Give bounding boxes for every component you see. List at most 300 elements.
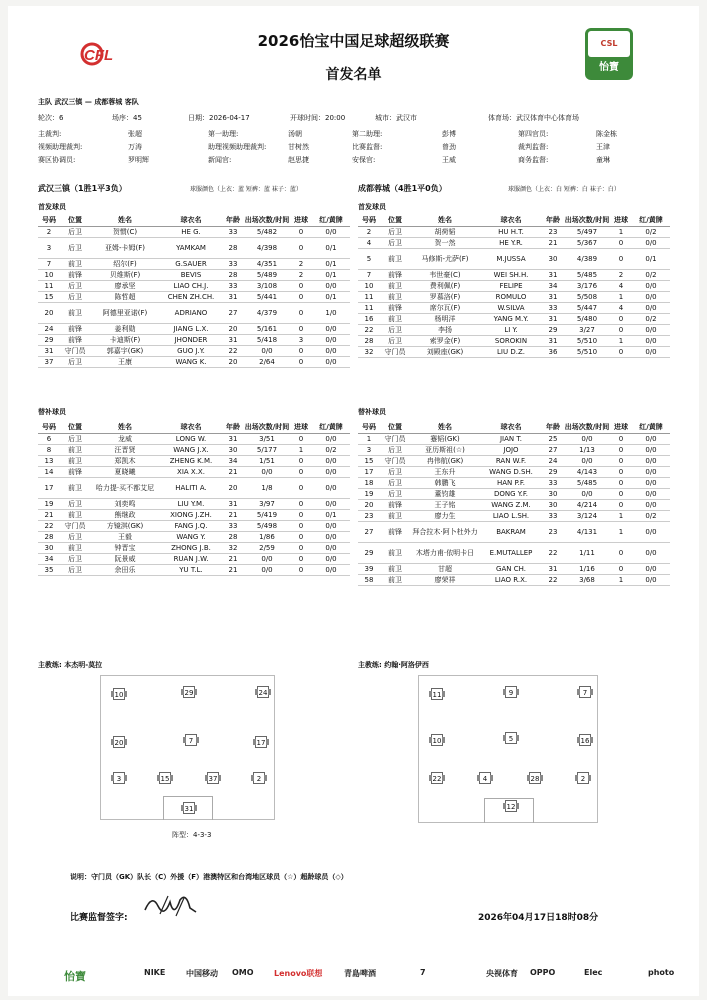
player-cell: W.SILVA bbox=[480, 302, 542, 313]
column-header: 姓名 bbox=[90, 215, 160, 226]
csl-logo-mark: CSL bbox=[588, 31, 630, 57]
player-cell: 16 bbox=[358, 313, 380, 324]
player-cell: 费利佩(F) bbox=[410, 280, 480, 291]
column-header: 年龄 bbox=[542, 422, 564, 433]
player-cell: YANG M.Y. bbox=[480, 313, 542, 324]
player-cell: 后卫 bbox=[60, 237, 90, 258]
player-cell: 0/0 bbox=[632, 563, 670, 574]
round: 轮次：6 bbox=[38, 114, 64, 122]
column-header: 号码 bbox=[38, 422, 60, 433]
player-cell: WANG Z.M. bbox=[480, 499, 542, 510]
player-cell: 0/0 bbox=[632, 335, 670, 346]
player-cell: 21 bbox=[38, 509, 60, 520]
player-cell: 29 bbox=[38, 334, 60, 345]
player-cell: 前锋 bbox=[60, 334, 90, 345]
player-cell: 前卫 bbox=[60, 542, 90, 553]
player-cell: 15 bbox=[358, 455, 380, 466]
player-cell: 0/0 bbox=[564, 488, 610, 499]
player-cell: 郑凯木 bbox=[90, 455, 160, 466]
pitch-player-marker: 7 bbox=[185, 734, 197, 746]
player-cell: 0 bbox=[290, 498, 312, 509]
player-row bbox=[38, 509, 350, 520]
player-cell: 31 bbox=[222, 433, 244, 444]
player-cell: HE G. bbox=[160, 226, 222, 237]
player-cell: 29 bbox=[542, 466, 564, 477]
official-name: 陈金栋 bbox=[596, 130, 617, 138]
official-label: 比赛监督: bbox=[352, 143, 383, 151]
player-cell: 0/0 bbox=[632, 444, 670, 455]
column-header: 号码 bbox=[358, 215, 380, 226]
player-row bbox=[38, 477, 350, 498]
player-cell: 郭嘉宇(GK) bbox=[90, 345, 160, 356]
player-cell: 6 bbox=[38, 433, 60, 444]
column-header: 位置 bbox=[60, 215, 90, 226]
player-row bbox=[358, 269, 670, 280]
column-header: 年龄 bbox=[222, 215, 244, 226]
player-cell: 贺一然 bbox=[410, 237, 480, 248]
table-header-row bbox=[38, 215, 350, 226]
player-cell: 5/485 bbox=[564, 477, 610, 488]
player-cell: 0/0 bbox=[312, 564, 350, 575]
player-cell: 李扬 bbox=[410, 324, 480, 335]
table-header-row bbox=[358, 215, 670, 226]
player-cell: 廖承坚 bbox=[90, 280, 160, 291]
player-cell: 0/0 bbox=[632, 291, 670, 302]
player-row bbox=[358, 313, 670, 324]
sponsor-logo: 央视体育 bbox=[486, 969, 518, 978]
player-cell: 后卫 bbox=[60, 433, 90, 444]
player-cell: BEVIS bbox=[160, 269, 222, 280]
player-row bbox=[38, 356, 350, 367]
player-cell: 阿德里亚诺(F) bbox=[90, 302, 160, 323]
column-header: 红/黄牌 bbox=[632, 215, 670, 226]
player-cell: 0/0 bbox=[632, 346, 670, 357]
player-cell: 前锋 bbox=[380, 521, 410, 542]
match-number: 场序：45 bbox=[112, 114, 142, 122]
legend: 说明：守门员（GK）队长（C）外援（F）港澳特区和台湾地区球员（☆）超龄球员（◇） bbox=[70, 873, 348, 881]
player-cell: 30 bbox=[222, 444, 244, 455]
player-cell: 拜合拉木·阿卜杜外力 bbox=[410, 521, 480, 542]
player-cell: 5/418 bbox=[244, 334, 290, 345]
player-cell: ROMULO bbox=[480, 291, 542, 302]
pitch-player-marker: 5 bbox=[505, 732, 517, 744]
player-cell: 24 bbox=[38, 323, 60, 334]
player-cell: 0/0 bbox=[312, 553, 350, 564]
player-cell: 后卫 bbox=[380, 226, 410, 237]
player-cell: 0/0 bbox=[312, 477, 350, 498]
player-row bbox=[358, 237, 670, 248]
player-cell: 0/0 bbox=[632, 324, 670, 335]
player-cell: 5/480 bbox=[564, 313, 610, 324]
player-cell: 0 bbox=[290, 553, 312, 564]
player-cell: 0/1 bbox=[312, 258, 350, 269]
player-cell: HU H.T. bbox=[480, 226, 542, 237]
player-cell: 5/419 bbox=[244, 509, 290, 520]
player-cell: 韦世豪(C) bbox=[410, 269, 480, 280]
player-cell: 32 bbox=[222, 542, 244, 553]
player-cell: 后卫 bbox=[60, 564, 90, 575]
player-cell: 后卫 bbox=[380, 477, 410, 488]
pitch-player-marker: 22 bbox=[431, 772, 443, 784]
player-cell: 33 bbox=[222, 280, 244, 291]
player-cell: XIONG J.ZH. bbox=[160, 509, 222, 520]
player-row bbox=[358, 291, 670, 302]
player-cell: 0 bbox=[290, 466, 312, 477]
home-subs-label: 替补球员 bbox=[38, 408, 66, 416]
column-header: 位置 bbox=[380, 422, 410, 433]
player-cell: LIU Y.M. bbox=[160, 498, 222, 509]
player-cell: JIAN T. bbox=[480, 433, 542, 444]
player-cell: 余田乐 bbox=[90, 564, 160, 575]
player-cell: 0/0 bbox=[312, 455, 350, 466]
player-cell: 0/0 bbox=[312, 520, 350, 531]
player-cell: 3/176 bbox=[564, 280, 610, 291]
pitch-player-marker: 10 bbox=[113, 688, 125, 700]
player-cell: 0/1 bbox=[312, 291, 350, 302]
player-cell: 11 bbox=[358, 302, 380, 313]
player-cell: 1/8 bbox=[244, 477, 290, 498]
player-cell: 4/398 bbox=[244, 237, 290, 258]
pitch-player-marker: 2 bbox=[577, 772, 589, 784]
player-cell: 5/482 bbox=[244, 226, 290, 237]
sponsor-logo: OMO bbox=[232, 968, 254, 977]
player-cell: 0/0 bbox=[244, 553, 290, 564]
player-cell: 31 bbox=[542, 563, 564, 574]
official-name: 汤朝 bbox=[288, 130, 302, 138]
player-cell: 0 bbox=[290, 564, 312, 575]
home-formation: 阵型：4-3-3 bbox=[172, 831, 212, 839]
player-cell: 王东升 bbox=[410, 466, 480, 477]
player-cell: 1 bbox=[610, 226, 632, 237]
player-cell: 贺惯(C) bbox=[90, 226, 160, 237]
sponsor-logo: photo bbox=[648, 968, 675, 977]
column-header: 球衣名 bbox=[480, 215, 542, 226]
player-cell: 0 bbox=[610, 466, 632, 477]
player-cell: 7 bbox=[38, 258, 60, 269]
column-header: 红/黄牌 bbox=[312, 215, 350, 226]
player-row bbox=[38, 542, 350, 553]
player-cell: 0/0 bbox=[312, 280, 350, 291]
player-cell: 1 bbox=[610, 291, 632, 302]
player-cell: FELIPE bbox=[480, 280, 542, 291]
player-row bbox=[358, 563, 670, 574]
player-cell: 前卫 bbox=[60, 258, 90, 269]
player-cell: 后卫 bbox=[380, 335, 410, 346]
player-cell: 4/351 bbox=[244, 258, 290, 269]
column-header: 球衣名 bbox=[160, 422, 222, 433]
player-cell: 2/64 bbox=[244, 356, 290, 367]
column-header: 姓名 bbox=[410, 215, 480, 226]
player-cell: 1/51 bbox=[244, 455, 290, 466]
player-cell: 0/0 bbox=[632, 499, 670, 510]
pitch-player-marker: 37 bbox=[207, 772, 219, 784]
home-team-name: 武汉三镇 bbox=[54, 98, 83, 106]
column-header: 号码 bbox=[38, 215, 60, 226]
column-header: 位置 bbox=[60, 422, 90, 433]
player-cell: 34 bbox=[38, 553, 60, 564]
player-cell: 5/508 bbox=[564, 291, 610, 302]
city: 城市：武汉市 bbox=[375, 114, 417, 122]
player-cell: 0/0 bbox=[312, 542, 350, 553]
player-cell: 31 bbox=[222, 498, 244, 509]
official-name: 彭博 bbox=[442, 130, 456, 138]
player-cell: 1 bbox=[610, 335, 632, 346]
player-cell: 后卫 bbox=[60, 226, 90, 237]
player-cell: 守门员 bbox=[380, 455, 410, 466]
player-cell: 0/0 bbox=[312, 498, 350, 509]
player-cell: 前卫 bbox=[380, 510, 410, 521]
player-cell: WANG J.X. bbox=[160, 444, 222, 455]
official-label: 赛区协调员: bbox=[38, 156, 76, 164]
sponsor-logo: 怡寶 bbox=[64, 970, 86, 983]
column-header: 进球 bbox=[610, 215, 632, 226]
official-name: 张超 bbox=[128, 130, 142, 138]
player-cell: JOJO bbox=[480, 444, 542, 455]
player-cell: RUAN J.W. bbox=[160, 553, 222, 564]
player-cell: 3/124 bbox=[564, 510, 610, 521]
player-cell: LIAO CH.J. bbox=[160, 280, 222, 291]
player-cell: 0/0 bbox=[632, 542, 670, 563]
official-label: 第四官员: bbox=[518, 130, 549, 138]
player-cell: 罗慕洛(F) bbox=[410, 291, 480, 302]
pitch-player-marker: 31 bbox=[183, 802, 195, 814]
pitch-player-marker: 20 bbox=[113, 736, 125, 748]
player-row bbox=[38, 302, 350, 323]
away-formation-pitch bbox=[418, 675, 598, 823]
player-cell: LIAO L.SH. bbox=[480, 510, 542, 521]
player-cell: 后卫 bbox=[60, 498, 90, 509]
player-cell: WANG Y. bbox=[160, 531, 222, 542]
player-cell: 后卫 bbox=[380, 466, 410, 477]
player-row bbox=[38, 553, 350, 564]
match-date: 日期：2026-04-17 bbox=[188, 114, 250, 122]
home-coach: 主教练: 本杰明-莫拉 bbox=[38, 661, 103, 669]
player-cell: 31 bbox=[542, 269, 564, 280]
player-cell: JHONDER bbox=[160, 334, 222, 345]
player-cell: 27 bbox=[222, 302, 244, 323]
column-header: 年龄 bbox=[542, 215, 564, 226]
official-name: 王津 bbox=[596, 143, 610, 151]
player-cell: 1 bbox=[610, 510, 632, 521]
player-cell: 39 bbox=[358, 563, 380, 574]
player-cell: 31 bbox=[542, 313, 564, 324]
player-cell: 0/1 bbox=[632, 248, 670, 269]
player-cell: 守门员 bbox=[380, 433, 410, 444]
player-cell: 1/16 bbox=[564, 563, 610, 574]
sponsor-logo: 7 bbox=[420, 968, 426, 977]
player-cell: 1/86 bbox=[244, 531, 290, 542]
player-cell: CHEN ZH.CH. bbox=[160, 291, 222, 302]
sponsor-logo: 青島啤酒 bbox=[344, 969, 376, 978]
player-row bbox=[38, 323, 350, 334]
player-row bbox=[358, 280, 670, 291]
player-cell: 前卫 bbox=[380, 313, 410, 324]
player-cell: 14 bbox=[38, 466, 60, 477]
player-cell: 3/27 bbox=[564, 324, 610, 335]
player-cell: 5/497 bbox=[564, 226, 610, 237]
player-cell: 4 bbox=[610, 302, 632, 313]
player-cell: 冉伟航(GK) bbox=[410, 455, 480, 466]
player-cell: 27 bbox=[542, 444, 564, 455]
player-cell: 36 bbox=[542, 346, 564, 357]
player-cell: 28 bbox=[358, 335, 380, 346]
player-cell: 夏晓曦 bbox=[90, 466, 160, 477]
official-label: 商务监督: bbox=[518, 156, 549, 164]
player-cell: 30 bbox=[38, 542, 60, 553]
player-cell: 1 bbox=[610, 574, 632, 585]
player-cell: 0 bbox=[610, 433, 632, 444]
player-cell: ZHENG K.M. bbox=[160, 455, 222, 466]
player-row bbox=[358, 542, 670, 563]
player-cell: 1/0 bbox=[312, 302, 350, 323]
column-header: 出场次数/时间 bbox=[564, 423, 610, 432]
pitch-player-marker: 9 bbox=[505, 686, 517, 698]
home-starters-table bbox=[38, 215, 350, 368]
pitch-player-marker: 29 bbox=[183, 686, 195, 698]
official-label: 第一助理: bbox=[208, 130, 239, 138]
player-cell: 29 bbox=[542, 324, 564, 335]
pitch-player-marker: 2 bbox=[253, 772, 265, 784]
player-cell: 刘奕鸣 bbox=[90, 498, 160, 509]
player-row bbox=[38, 466, 350, 477]
player-cell: 11 bbox=[38, 280, 60, 291]
player-cell: 后卫 bbox=[60, 291, 90, 302]
player-cell: 亚姆-卡姆(F) bbox=[90, 237, 160, 258]
player-cell: 18 bbox=[358, 477, 380, 488]
official-label: 安保官: bbox=[352, 156, 376, 164]
player-cell: HALITI A. bbox=[160, 477, 222, 498]
player-cell: 前卫 bbox=[60, 444, 90, 455]
player-cell: BAKRAM bbox=[480, 521, 542, 542]
pitch-player-marker: 3 bbox=[113, 772, 125, 784]
player-cell: 木塔力甫·依明卡日 bbox=[410, 542, 480, 563]
home-formation-pitch bbox=[100, 675, 275, 820]
player-cell: GUO J.Y. bbox=[160, 345, 222, 356]
player-cell: 前锋 bbox=[60, 269, 90, 280]
column-header: 出场次数/时间 bbox=[244, 216, 290, 225]
column-header: 进球 bbox=[290, 422, 312, 433]
player-cell: 28 bbox=[222, 237, 244, 258]
player-cell: XIA X.X. bbox=[160, 466, 222, 477]
player-cell: ZHONG J.B. bbox=[160, 542, 222, 553]
player-cell: 索罗金(F) bbox=[410, 335, 480, 346]
player-cell: 0/2 bbox=[312, 444, 350, 455]
player-cell: 0 bbox=[610, 248, 632, 269]
pitch-player-marker: 11 bbox=[431, 688, 443, 700]
away-starters-table bbox=[358, 215, 670, 358]
player-cell: 0/0 bbox=[632, 466, 670, 477]
player-cell: 杨明洋 bbox=[410, 313, 480, 324]
player-row bbox=[358, 499, 670, 510]
player-cell: 前卫 bbox=[380, 280, 410, 291]
column-header: 红/黄牌 bbox=[632, 422, 670, 433]
player-cell: RAN W.F. bbox=[480, 455, 542, 466]
player-cell: 前卫 bbox=[60, 509, 90, 520]
player-cell: 30 bbox=[542, 248, 564, 269]
player-cell: 8 bbox=[38, 444, 60, 455]
player-cell: 0 bbox=[610, 237, 632, 248]
player-cell: 0/0 bbox=[632, 455, 670, 466]
column-header: 位置 bbox=[380, 215, 410, 226]
player-cell: 0 bbox=[290, 226, 312, 237]
player-cell: 2 bbox=[610, 269, 632, 280]
pitch-player-marker: 10 bbox=[431, 734, 443, 746]
official-label: 助理视频助理裁判: bbox=[208, 143, 267, 151]
player-cell: 方镜淇(GK) bbox=[90, 520, 160, 531]
player-cell: 哈力提·买不都艾尼 bbox=[90, 477, 160, 498]
player-cell: 20 bbox=[358, 499, 380, 510]
player-row bbox=[358, 226, 670, 237]
player-cell: 22 bbox=[542, 542, 564, 563]
player-cell: 1/13 bbox=[564, 444, 610, 455]
official-name: 曾劲 bbox=[442, 143, 456, 151]
player-cell: 0/0 bbox=[312, 323, 350, 334]
away-team-record: 成都蓉城（4胜1平0负） bbox=[358, 184, 447, 193]
player-cell: 3/108 bbox=[244, 280, 290, 291]
player-cell: 4/214 bbox=[564, 499, 610, 510]
player-cell: 2 bbox=[290, 258, 312, 269]
away-subs-label: 替补球员 bbox=[358, 408, 386, 416]
player-cell: 0 bbox=[610, 477, 632, 488]
player-cell: 37 bbox=[38, 356, 60, 367]
player-cell: 亚历斯祖(☆) bbox=[410, 444, 480, 455]
player-row bbox=[358, 521, 670, 542]
player-cell: 0 bbox=[610, 346, 632, 357]
player-cell: 5/447 bbox=[564, 302, 610, 313]
column-header: 姓名 bbox=[410, 422, 480, 433]
player-row bbox=[358, 510, 670, 521]
player-cell: DONG Y.F. bbox=[480, 488, 542, 499]
player-cell: 0 bbox=[290, 531, 312, 542]
player-cell: 0/0 bbox=[312, 466, 350, 477]
player-row bbox=[38, 334, 350, 345]
league-title: 2026怡宝中国足球超级联赛 bbox=[257, 32, 450, 50]
home-team-record: 武汉三镇（1胜1平3负） bbox=[38, 184, 127, 193]
player-cell: 前锋 bbox=[60, 466, 90, 477]
pitch-player-marker: 17 bbox=[255, 736, 267, 748]
player-cell: 王毅 bbox=[90, 531, 160, 542]
player-cell: 守门员 bbox=[380, 346, 410, 357]
official-label: 主裁判: bbox=[38, 130, 62, 138]
player-cell: 后卫 bbox=[380, 324, 410, 335]
player-cell: 前卫 bbox=[60, 455, 90, 466]
player-cell: 2 bbox=[290, 269, 312, 280]
player-cell: 后卫 bbox=[380, 237, 410, 248]
pitch-player-marker: 28 bbox=[529, 772, 541, 784]
column-header: 球衣名 bbox=[480, 422, 542, 433]
svg-text:CFL: CFL bbox=[84, 47, 114, 64]
official-name: 罗明辉 bbox=[128, 156, 149, 164]
player-cell: 22 bbox=[358, 324, 380, 335]
player-row bbox=[358, 477, 670, 488]
player-row bbox=[38, 455, 350, 466]
column-header: 进球 bbox=[290, 215, 312, 226]
player-cell: 甘超 bbox=[410, 563, 480, 574]
player-cell: 3 bbox=[38, 237, 60, 258]
player-cell: 20 bbox=[222, 323, 244, 334]
player-cell: 20 bbox=[222, 356, 244, 367]
away-team-name: 成都蓉城 bbox=[94, 98, 123, 106]
player-cell: 33 bbox=[542, 510, 564, 521]
player-cell: 后卫 bbox=[380, 444, 410, 455]
player-cell: 0 bbox=[290, 455, 312, 466]
player-cell: 姜利勋 bbox=[90, 323, 160, 334]
player-row bbox=[358, 444, 670, 455]
player-row bbox=[38, 280, 350, 291]
player-cell: 熊继政 bbox=[90, 509, 160, 520]
player-cell: 33 bbox=[222, 258, 244, 269]
player-row bbox=[358, 248, 670, 269]
